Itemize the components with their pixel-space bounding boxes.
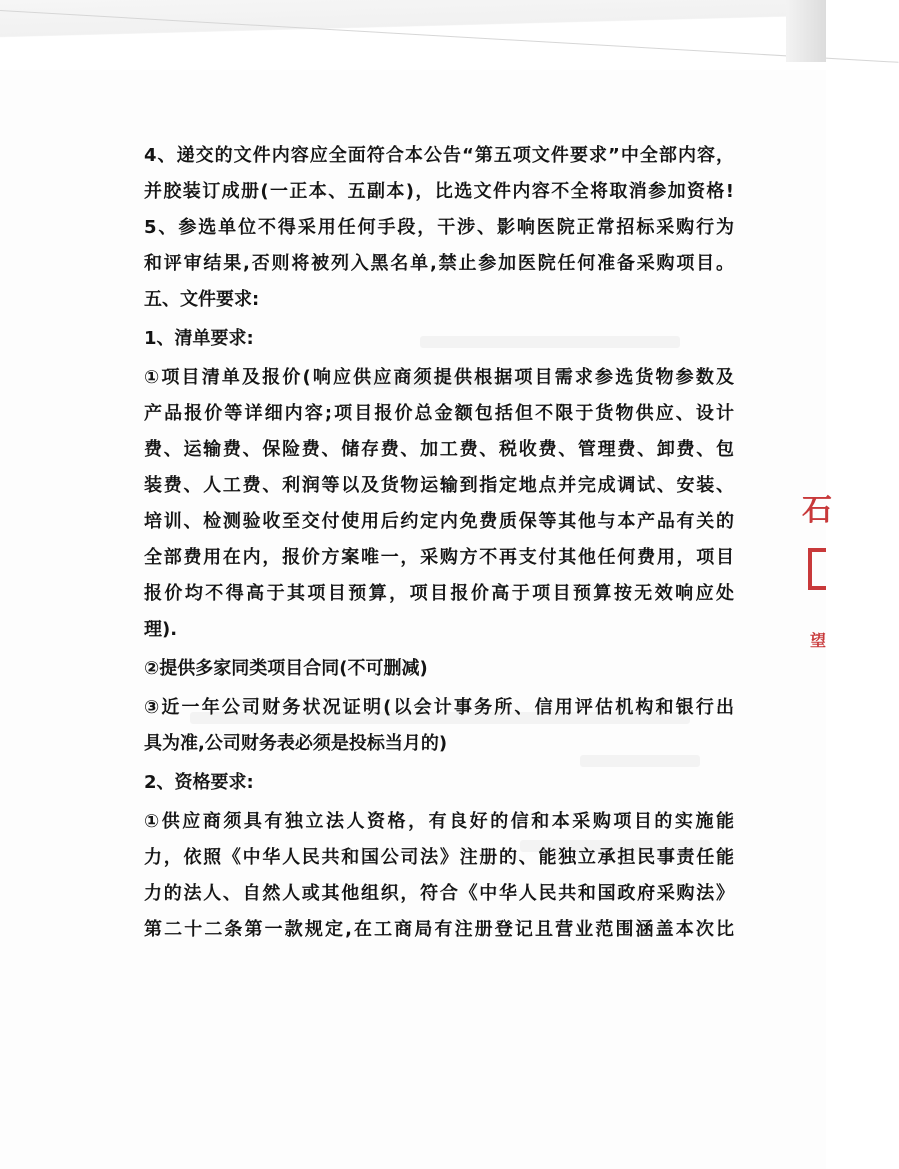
paragraph-line: 具为准,公司财务表必须是投标当月的) bbox=[144, 733, 448, 754]
paragraph-line: 产品报价等详细内容;项目报价总金额包括但不限于货物供应、设计 bbox=[144, 403, 734, 424]
paragraph-line: ②提供多家同类项目合同(不可删减) bbox=[144, 658, 428, 679]
paragraph-line: 力，依照《中华人民共和国公司法》注册的、能独立承担民事责任能 bbox=[144, 847, 734, 868]
paragraph-line: ①供应商须具有独立法人资格，有良好的信和本采购项目的实施能 bbox=[144, 811, 734, 832]
corner-shadow bbox=[786, 0, 826, 62]
paragraph-line: 装费、人工费、利润等以及货物运输到指定地点并完成调试、安装、 bbox=[144, 475, 734, 496]
paragraph-line: 5、参选单位不得采用任何手段，干涉、影响医院正常招标采购行为 bbox=[144, 217, 734, 238]
paragraph-line: 并胶装订成册(一正本、五副本)，比选文件内容不全将取消参加资格! bbox=[144, 181, 734, 202]
paragraph-line: 费、运输费、保险费、储存费、加工费、税收费、管理费、卸费、包 bbox=[144, 439, 734, 460]
red-seal-fragment bbox=[808, 548, 826, 590]
document-body bbox=[144, 138, 734, 948]
paragraph-line: ③近一年公司财务状况证明(以会计事务所、信用评估机构和银行出 bbox=[144, 697, 734, 718]
paragraph-line: 4、递交的文件内容应全面符合本公告“第五项文件要求”中全部内容， bbox=[144, 145, 734, 166]
scan-edge bbox=[0, 0, 826, 70]
red-seal-fragment: 石 bbox=[802, 493, 832, 528]
paragraph-line: 力的法人、自然人或其他组织，符合《中华人民共和国政府采购法》 bbox=[144, 883, 734, 904]
paragraph-line: 培训、检测验收至交付使用后约定内免费质保等其他与本产品有关的 bbox=[144, 511, 734, 532]
paragraph-line: 报价均不得高于其项目预算，项目报价高于项目预算按无效响应处 bbox=[144, 583, 734, 604]
section-heading: 五、文件要求: bbox=[144, 289, 260, 310]
paragraph-line: 理). bbox=[144, 619, 178, 640]
subsection-heading: 1、清单要求: bbox=[144, 328, 254, 349]
red-seal-fragment: 望 bbox=[809, 631, 826, 650]
paragraph-line: 和评审结果,否则将被列入黑名单,禁止参加医院任何准备采购项目。 bbox=[144, 253, 734, 274]
paragraph-line: 第二十二条第一款规定,在工商局有注册登记且营业范围涵盖本次比 bbox=[144, 919, 734, 940]
paragraph-line: 全部费用在内，报价方案唯一，采购方不再支付其他任何费用，项目 bbox=[144, 547, 734, 568]
paragraph-line: ①项目清单及报价(响应供应商须提供根据项目需求参选货物参数及 bbox=[144, 367, 734, 388]
subsection-heading: 2、资格要求: bbox=[144, 772, 254, 793]
